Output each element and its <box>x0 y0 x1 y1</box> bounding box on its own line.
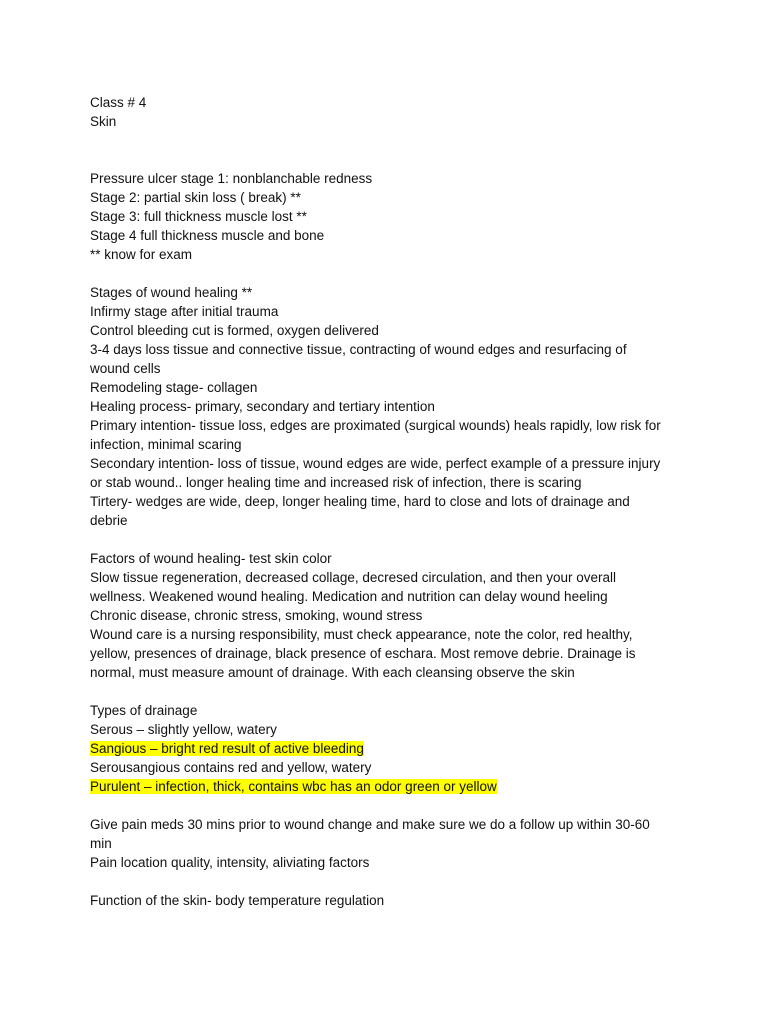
pain-line: Pain location quality, intensity, aliviating factors <box>90 855 370 870</box>
spacer <box>90 872 690 891</box>
spacer <box>90 530 690 549</box>
spacer <box>90 131 690 150</box>
pressure-ulcer-line: ** know for exam <box>90 247 193 262</box>
factors-line: Factors of wound healing- test skin color <box>90 551 332 566</box>
drainage-line-highlighted <box>90 777 690 796</box>
factors-line: Slow tissue regeneration, decreased collage, decresed circulation, and then your overall <box>90 570 617 585</box>
wound-healing-line: 3-4 days loss tissue and connective tissue, contracting of wound edges and resurfacing of <box>90 342 627 357</box>
factors-line: Chronic disease, chronic stress, smoking, wound stress <box>90 608 423 623</box>
document-body <box>90 93 690 910</box>
wound-healing-line: Infirmy stage after initial trauma <box>90 304 279 319</box>
wound-healing-line: Tirtery- wedges are wide, deep, longer healing time, hard to close and lots of drainage and <box>90 494 630 509</box>
drainage-line: Serousangious contains red and yellow, watery <box>90 760 372 775</box>
class-title: Class # 4 <box>90 95 147 110</box>
wound-healing-line: debrie <box>90 513 128 528</box>
highlight-text: Purulent – infection, thick, contains wbc has an odor green or yellow <box>90 779 497 794</box>
function-line: Function of the skin- body temperature regulation <box>90 893 385 908</box>
factors-line: Wound care is a nursing responsibility, must check appearance, note the color, red healthy, <box>90 627 633 642</box>
factors-line: normal, must measure amount of drainage. With each cleansing observe the skin <box>90 665 575 680</box>
drainage-line: Types of drainage <box>90 703 198 718</box>
wound-healing-line: wound cells <box>90 361 161 376</box>
factors-line: wellness. Weakened wound healing. Medication and nutrition can delay wound heeling <box>90 589 608 604</box>
pressure-ulcer-line: Stage 4 full thickness muscle and bone <box>90 228 325 243</box>
spacer <box>90 264 690 283</box>
spacer <box>90 796 690 815</box>
highlight-text: Sangious – bright red result of active bleeding <box>90 741 364 756</box>
wound-healing-line: Stages of wound healing ** <box>90 285 253 300</box>
pain-line: Give pain meds 30 mins prior to wound change and make sure we do a follow up within 30-60 <box>90 817 650 832</box>
factors-line: yellow, presences of drainage, black presence of eschara. Most remove debrie. Drainage is <box>90 646 636 661</box>
wound-healing-line: Primary intention- tissue loss, edges are proximated (surgical wounds) heals rapidly, low risk for <box>90 418 661 433</box>
wound-healing-line: infection, minimal scaring <box>90 437 242 452</box>
wound-healing-line: Secondary intention- loss of tissue, wound edges are wide, perfect example of a pressure injury <box>90 456 661 471</box>
wound-healing-line: or stab wound.. longer healing time and increased risk of infection, there is scaring <box>90 475 582 490</box>
wound-healing-line: Healing process- primary, secondary and tertiary intention <box>90 399 435 414</box>
pressure-ulcer-line: Pressure ulcer stage 1: nonblanchable redness <box>90 171 373 186</box>
wound-healing-line: Control bleeding cut is formed, oxygen delivered <box>90 323 379 338</box>
wound-healing-line: Remodeling stage- collagen <box>90 380 258 395</box>
spacer <box>90 682 690 701</box>
pain-line: min <box>90 836 112 851</box>
pressure-ulcer-line: Stage 2: partial skin loss ( break) ** <box>90 190 301 205</box>
drainage-line-highlighted <box>90 739 690 758</box>
subject-heading: Skin <box>90 114 117 129</box>
drainage-line: Serous – slightly yellow, watery <box>90 722 277 737</box>
spacer <box>90 150 690 169</box>
pressure-ulcer-line: Stage 3: full thickness muscle lost ** <box>90 209 307 224</box>
